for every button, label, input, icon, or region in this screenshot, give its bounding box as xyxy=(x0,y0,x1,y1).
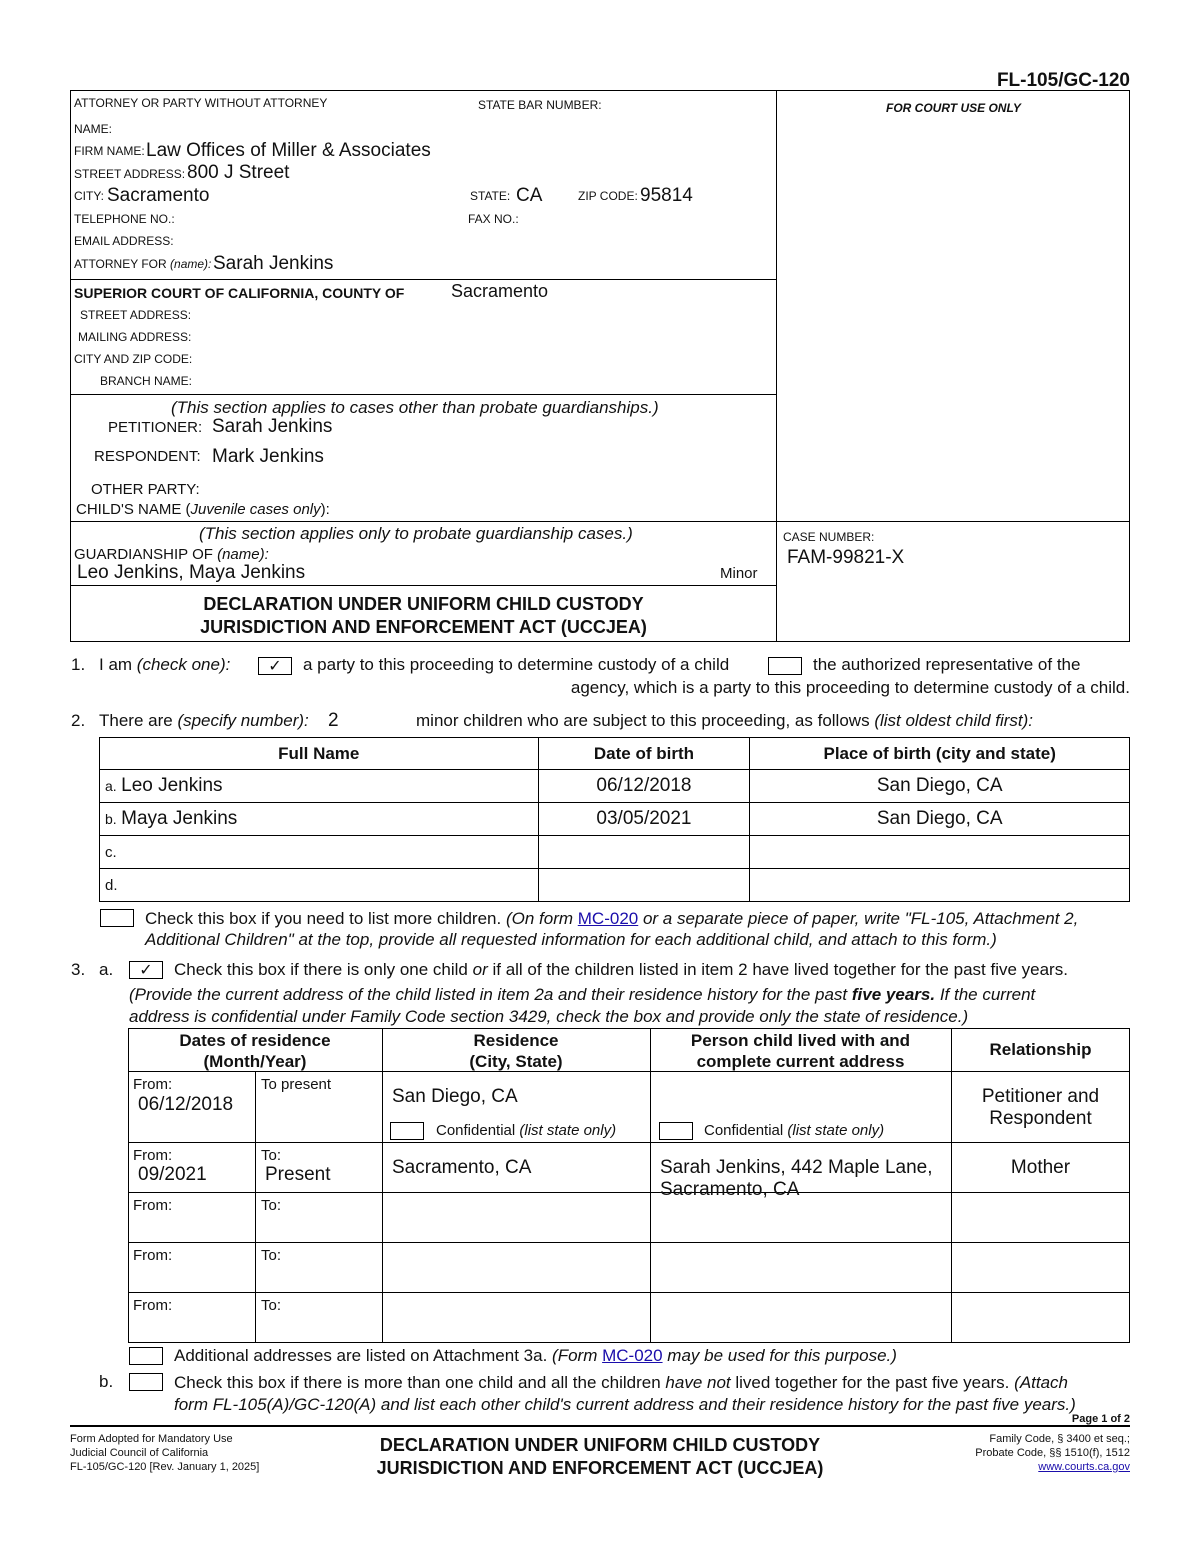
header-residence-line1: Residence xyxy=(473,1031,559,1050)
item3a-text: Check this box if there is only one child or if all of the children listed in item 2 have lived together for the past five years. xyxy=(174,960,1068,979)
header-dates-line2: (Month/Year) xyxy=(203,1052,307,1071)
to-label: To: xyxy=(261,1297,282,1314)
header-person-line2: complete current address xyxy=(696,1052,905,1071)
from-label: From: xyxy=(133,1197,173,1214)
firm-label: FIRM NAME: xyxy=(74,144,145,158)
residence-field[interactable]: San Diego, CA xyxy=(392,1086,518,1107)
email-label: EMAIL ADDRESS: xyxy=(74,234,174,248)
name-label: NAME: xyxy=(74,122,113,136)
courts-website-link[interactable]: www.courts.ca.gov xyxy=(1038,1461,1130,1473)
child-pob-field[interactable] xyxy=(750,836,1130,869)
petitioner-field[interactable]: Sarah Jenkins xyxy=(212,416,333,437)
residence-confidential-checkbox[interactable] xyxy=(390,1122,424,1140)
child-name-label: CHILD'S NAME (Juvenile cases only): xyxy=(76,501,330,518)
case-number-label: CASE NUMBER: xyxy=(783,530,875,544)
item2-number: 2. xyxy=(71,711,86,730)
guardianship-note: (This section applies only to probate guardianship cases.) xyxy=(199,524,633,543)
item1-option1-label: a party to this proceeding to determine custody of a child xyxy=(303,655,730,674)
footer-left-line1: Form Adopted for Mandatory Use xyxy=(70,1433,233,1445)
court-header: SUPERIOR COURT OF CALIFORNIA, COUNTY OF xyxy=(74,285,405,301)
to-label: To: xyxy=(261,1197,282,1214)
attorney-for-field[interactable]: Sarah Jenkins xyxy=(213,253,334,274)
court-branch-label: BRANCH NAME: xyxy=(100,374,193,388)
one-child-checkbox[interactable]: ✓ xyxy=(129,961,163,979)
table-row xyxy=(100,770,1130,803)
phone-label: TELEPHONE NO.: xyxy=(74,212,175,226)
firm-field[interactable]: Law Offices of Miller & Associates xyxy=(146,140,431,161)
table-row xyxy=(100,869,1130,902)
representative-checkbox[interactable] xyxy=(768,657,802,675)
header-person xyxy=(650,1030,951,1072)
from-label: From: xyxy=(133,1147,173,1164)
court-use-label: FOR COURT USE ONLY xyxy=(886,101,1021,115)
person-confidential-label: Confidential (list state only) xyxy=(704,1122,885,1139)
from-field[interactable]: 06/12/2018 xyxy=(138,1094,234,1115)
city-field[interactable]: Sacramento xyxy=(107,185,210,206)
footer-right-line1: Family Code, § 3400 et seq.; xyxy=(989,1433,1130,1445)
children-count-field[interactable]: 2 xyxy=(328,710,339,731)
party-checkbox[interactable]: ✓ xyxy=(258,657,292,675)
from-label: From: xyxy=(133,1247,173,1264)
state-label: STATE: xyxy=(470,189,511,203)
zip-field[interactable]: 95814 xyxy=(640,185,693,206)
state-field[interactable]: CA xyxy=(516,185,543,206)
additional-addresses-text: Additional addresses are listed on Attachment 3a. (Form MC-020 may be used for this purpose.) xyxy=(174,1346,897,1365)
footer-right-line2: Probate Code, §§ 1510(f), 1512 xyxy=(975,1447,1130,1459)
footer-left-line3: FL-105/GC-120 [Rev. January 1, 2025] xyxy=(70,1461,260,1473)
residence-confidential-label: Confidential (list state only) xyxy=(436,1122,617,1139)
children-table xyxy=(99,737,1130,902)
caption-title-line1: DECLARATION UNDER UNIFORM CHILD CUSTODY xyxy=(203,594,644,614)
header-person-line1: Person child lived with and xyxy=(690,1031,911,1050)
item3a-instructions: (Provide the current address of the child listed in item 2a and their residence history for the past five years. If the current address is confidential under Family Code section 3429, check the box and provide only the state of residence.) xyxy=(129,985,1036,1026)
child-pob-field[interactable]: San Diego, CA xyxy=(750,803,1130,836)
header-dates-line1: Dates of residence xyxy=(179,1031,331,1050)
not-lived-together-checkbox[interactable] xyxy=(129,1373,163,1391)
mc020-link[interactable]: MC-020 xyxy=(577,909,639,928)
petitioner-label: PETITIONER: xyxy=(108,419,203,436)
minor-label: Minor xyxy=(720,565,758,582)
row-letter: d. xyxy=(105,877,118,894)
street-label: STREET ADDRESS: xyxy=(74,167,186,181)
from-label: From: xyxy=(133,1297,173,1314)
item3b-text: Check this box if there is more than one child and all the children have not lived together for the past five years. (Attach form FL-105(A)/GC-120(A) and list each other child's current address and their residence history for the past five years.) xyxy=(174,1373,1076,1414)
header-residence-line2: (City, State) xyxy=(469,1052,563,1071)
header-full-name: Full Name xyxy=(100,738,539,770)
child-dob-field[interactable]: 03/05/2021 xyxy=(538,803,750,836)
case-number-field[interactable]: FAM-99821-X xyxy=(787,547,905,568)
item1-option2-label: the authorized representative of the xyxy=(813,655,1081,674)
child-name-field[interactable]: Maya Jenkins xyxy=(121,808,238,829)
relationship-field[interactable]: Mother xyxy=(1010,1157,1071,1178)
person-confidential-checkbox[interactable] xyxy=(659,1122,693,1140)
item3b-letter: b. xyxy=(99,1372,114,1391)
residence-field[interactable]: Sacramento, CA xyxy=(392,1157,532,1178)
header-pob: Place of birth (city and state) xyxy=(750,738,1130,770)
header-dob: Date of birth xyxy=(538,738,750,770)
table-row xyxy=(100,803,1130,836)
from-field[interactable]: 09/2021 xyxy=(138,1164,207,1185)
caption-title-line2: JURISDICTION AND ENFORCEMENT ACT (UCCJEA) xyxy=(200,617,647,637)
parties-note: (This section applies to cases other than probate guardianships.) xyxy=(171,398,659,417)
page-number: Page 1 of 2 xyxy=(1071,1413,1130,1425)
footer-left-line2: Judicial Council of California xyxy=(70,1447,209,1459)
item3a-letter: a. xyxy=(99,960,114,979)
attorney-header: ATTORNEY OR PARTY WITHOUT ATTORNEY xyxy=(74,96,328,110)
more-children-text: Check this box if you need to list more children. (On form MC-020 or a separate piece of paper, write "FL-105, Attachment 2, Additional Children" at the top, provide all requested information for each additional child, and attach to this form.) xyxy=(145,909,1079,949)
guardianship-label: GUARDIANSHIP OF (name): xyxy=(74,546,269,563)
footer-right xyxy=(975,1432,1130,1474)
item1-lead: I am (check one): xyxy=(99,655,231,674)
other-party-label: OTHER PARTY: xyxy=(91,481,200,498)
item2-lead: There are (specify number): xyxy=(99,711,309,730)
child-pob-field[interactable] xyxy=(750,869,1130,902)
attorney-for-label: ATTORNEY FOR (name): xyxy=(74,257,212,271)
row-letter: b. xyxy=(105,811,117,827)
header-residence xyxy=(382,1030,650,1072)
more-children-checkbox[interactable] xyxy=(100,909,134,927)
form-id: FL-105/GC-120 xyxy=(996,70,1130,91)
footer-title-line1: DECLARATION UNDER UNIFORM CHILD CUSTODY xyxy=(379,1435,821,1455)
court-cityzip-label: CITY AND ZIP CODE: xyxy=(74,352,193,366)
to-label: To: xyxy=(261,1147,282,1164)
child-dob-field[interactable] xyxy=(538,836,750,869)
child-dob-field[interactable]: 06/12/2018 xyxy=(538,770,750,803)
bar-number-label: STATE BAR NUMBER: xyxy=(478,98,602,112)
child-pob-field[interactable]: San Diego, CA xyxy=(750,770,1130,803)
row-letter: a. xyxy=(105,778,117,794)
from-label: From: xyxy=(133,1076,173,1093)
item1-number: 1. xyxy=(71,655,86,674)
respondent-label: RESPONDENT: xyxy=(94,448,201,465)
mc020-link[interactable]: MC-020 xyxy=(602,1346,663,1365)
footer-title xyxy=(340,1434,860,1480)
zip-label: ZIP CODE: xyxy=(578,189,638,203)
children-table-header xyxy=(100,738,1130,770)
item3-number: 3. xyxy=(71,960,86,979)
table-row xyxy=(100,836,1130,869)
fax-label: FAX NO.: xyxy=(468,212,519,226)
item1-option2-cont: agency, which is a party to this proceeding to determine custody of a child. xyxy=(570,678,1130,697)
county-field[interactable]: Sacramento xyxy=(451,281,549,301)
item2-rest: minor children who are subject to this proceeding, as follows (list oldest child first): xyxy=(416,711,1034,730)
to-label: To: xyxy=(261,1247,282,1264)
city-label: CITY: xyxy=(74,189,105,203)
footer-title-line2: JURISDICTION AND ENFORCEMENT ACT (UCCJEA) xyxy=(376,1458,824,1478)
child-name-field[interactable]: Leo Jenkins xyxy=(121,775,223,796)
footer-left xyxy=(70,1432,259,1474)
to-field[interactable]: Present xyxy=(265,1164,331,1185)
person-field[interactable]: Sarah Jenkins, 442 Maple Lane, Sacramento, CA xyxy=(660,1157,933,1200)
guardianship-field[interactable]: Leo Jenkins, Maya Jenkins xyxy=(77,562,306,583)
additional-addresses-checkbox[interactable] xyxy=(129,1347,163,1365)
child-dob-field[interactable] xyxy=(538,869,750,902)
header-relationship: Relationship xyxy=(989,1040,1092,1059)
street-field[interactable]: 800 J Street xyxy=(187,162,290,183)
respondent-field[interactable]: Mark Jenkins xyxy=(212,446,324,467)
court-street-label: STREET ADDRESS: xyxy=(80,308,192,322)
relationship-field[interactable]: Petitioner and Respondent xyxy=(981,1086,1100,1129)
row-letter: c. xyxy=(105,844,117,861)
to-present-label: To present xyxy=(261,1076,332,1093)
header-dates xyxy=(128,1030,382,1072)
court-mailing-label: MAILING ADDRESS: xyxy=(78,330,192,344)
caption-title xyxy=(70,593,777,639)
